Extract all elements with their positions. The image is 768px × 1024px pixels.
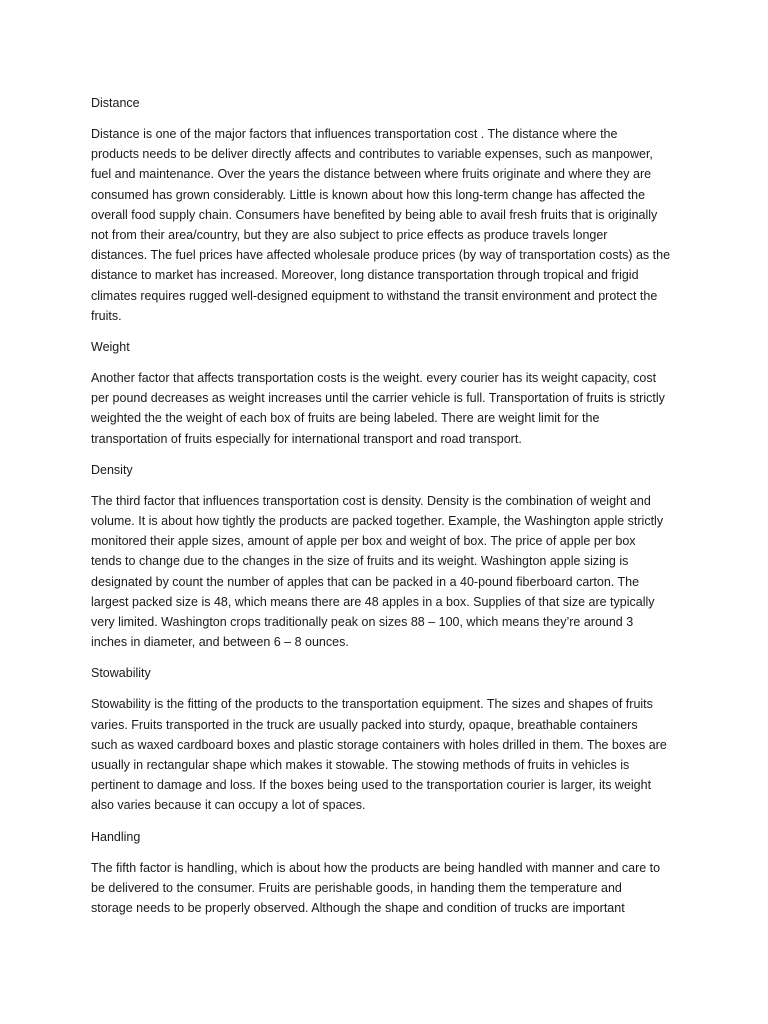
section-paragraph xyxy=(91,124,681,326)
text-line: fruits. xyxy=(91,308,122,323)
text-line: The third factor that influences transportation cost is density. Density is the combination of weight and xyxy=(91,493,651,508)
text-line: consumed has grown considerably. Little is known about how this long-term change has affected the xyxy=(91,187,646,202)
text-line: overall food supply chain. Consumers have benefited by being able to avail fresh fruits that is originally xyxy=(91,207,658,222)
text-line: weighted the the weight of each box of fruits are being labeled. There are weight limit for the xyxy=(91,411,600,426)
text-line: distances. The fuel prices have affected wholesale produce prices (by way of transportation costs) as the xyxy=(91,248,671,263)
section-heading: Density xyxy=(91,462,133,477)
section-heading: Handling xyxy=(91,829,141,844)
text-line: not from their area/country, but they are also subject to price effects as produce travels longer xyxy=(91,228,608,243)
text-line: Distance is one of the major factors that influences transportation cost . The distance where the xyxy=(91,127,618,141)
text-line: transportation of fruits especially for international transport and road transport. xyxy=(91,431,522,446)
text-line: very limited. Washington crops traditionally peak on sizes 88 – 100, which means they’re around 3 xyxy=(91,615,634,630)
text-line: pertinent to damage and loss. If the boxes being used to the transportation courier is larger, its weight xyxy=(91,778,652,793)
section-handling xyxy=(91,827,681,919)
section-heading: Distance xyxy=(91,96,140,110)
section-paragraph xyxy=(91,368,681,449)
text-line: tends to change due to the changes in the size of fruits and its weight. Washington apple sizing is xyxy=(91,554,629,569)
text-line: Another factor that affects transportation costs is the weight. every courier has its weight capacity, cost xyxy=(91,371,657,386)
text-line: such as waxed cardboard boxes and plastic storage containers with holes drilled in them. The boxes are xyxy=(91,737,667,752)
text-line: fuel and maintenance. Over the years the distance between where fruits originate and where they are xyxy=(91,167,652,182)
text-line: inches in diameter, and between 6 – 8 ounces. xyxy=(91,635,349,650)
text-line: per pound decreases as weight increases until the carrier vehicle is full. Transportation of fruits is strictly xyxy=(91,391,665,406)
section-paragraph xyxy=(91,694,681,815)
section-paragraph xyxy=(91,858,681,919)
text-line: designated by count the number of apples that can be packed in a 40-pound fiberboard carton. The xyxy=(91,574,640,589)
section-density xyxy=(91,460,681,653)
text-line: distance to market has increased. Moreover, long distance transportation through tropical and frigid xyxy=(91,268,639,283)
section-stowability xyxy=(91,663,681,815)
text-line: Stowability is the fitting of the products to the transportation equipment. The sizes and shapes of fruits xyxy=(91,697,653,712)
text-line: volume. It is about how tightly the products are packed together. Example, the Washington apple strictly xyxy=(91,514,664,529)
text-line: The fifth factor is handling, which is about how the products are being handled with manner and care to xyxy=(91,860,661,875)
text-line: largest packed size is 48, which means there are 48 apples in a box. Supplies of that size are typically xyxy=(91,594,655,609)
section-paragraph xyxy=(91,491,681,653)
section-distance xyxy=(91,93,681,326)
section-weight xyxy=(91,337,681,449)
section-heading: Stowability xyxy=(91,666,151,681)
section-heading: Weight xyxy=(91,340,130,355)
text-line: also varies because it can occupy a lot of spaces. xyxy=(91,798,366,813)
document-page xyxy=(91,93,681,929)
text-line: products needs to be deliver directly affects and contributes to variable expenses, such as manpower, xyxy=(91,147,653,162)
text-line: storage needs to be properly observed. Although the shape and condition of trucks are important xyxy=(91,901,625,916)
text-line: monitored their apple sizes, amount of apple per box and weight of box. The price of apple per box xyxy=(91,534,636,549)
text-line: be delivered to the consumer. Fruits are perishable goods, in handing them the temperature and xyxy=(91,880,622,895)
text-line: varies. Fruits transported in the truck are usually packed into sturdy, opaque, breathable containers xyxy=(91,717,638,732)
text-line: usually in rectangular shape which makes it stowable. The stowing methods of fruits in vehicles is xyxy=(91,758,630,773)
text-line: climates requires rugged well-designed equipment to withstand the transit environment and protect the xyxy=(91,288,658,303)
